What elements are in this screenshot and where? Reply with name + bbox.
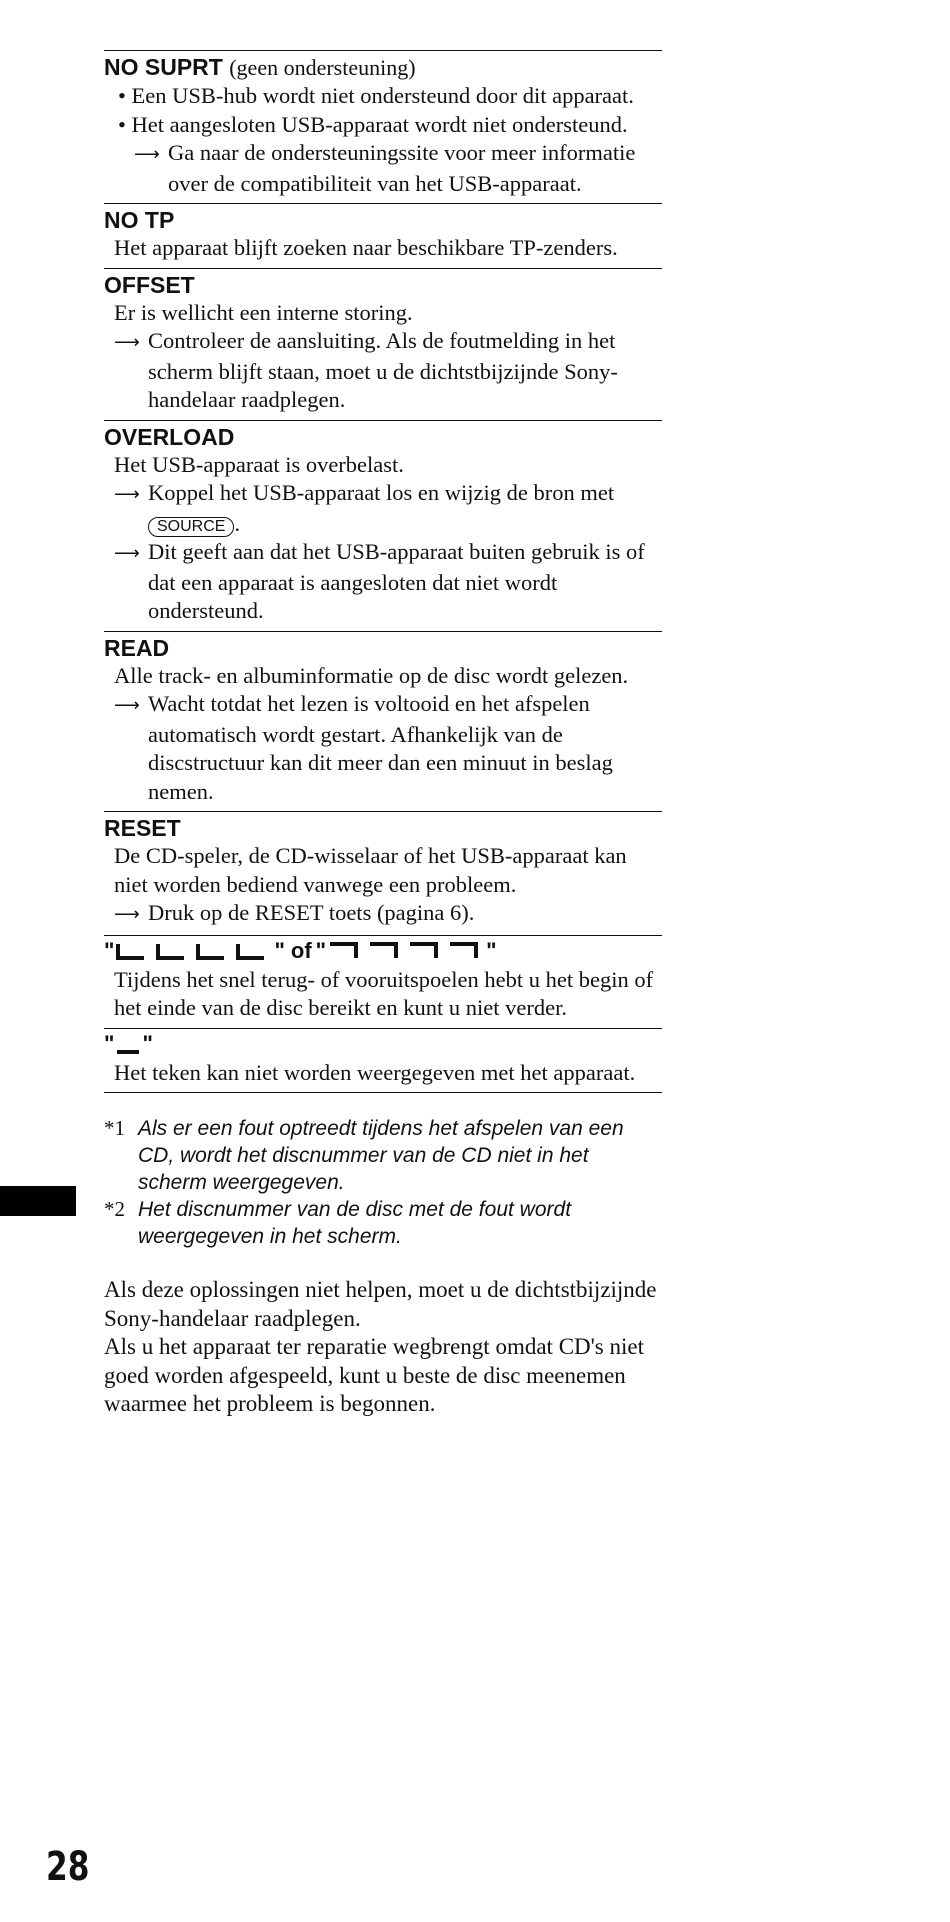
entry-description: De CD-speler, de CD-wisselaar of het USB-apparaat kan niet worden bediend vanwege een probleem. (114, 843, 627, 897)
bullet-item: • Een USB-hub wordt niet ondersteund door dit apparaat. (118, 83, 634, 108)
entry-description: Tijdens het snel terug- of vooruitspoelen hebt u het begin of het einde van de disc bereikt en kunt u niet verder. (114, 966, 654, 1020)
bullet-text: Het aangesloten USB-apparaat wordt niet ondersteund. (131, 111, 628, 137)
entry-no-tp (104, 203, 662, 268)
remedy-item (106, 327, 662, 415)
entry-code: READ (104, 634, 170, 661)
code-label: NO SUPRT (104, 54, 223, 80)
entry-code: NO TP (104, 207, 175, 233)
entry-description: Het teken kan niet worden weergegeven met het apparaat. (114, 1059, 636, 1085)
troubleshooting-content (104, 50, 662, 1419)
entry-segment-limits (104, 935, 662, 1028)
entry-code (104, 936, 662, 966)
source-button-label: SOURCE (148, 517, 234, 537)
closing-paragraph: Als u het apparaat ter reparatie wegbrengt omdat CD's niet goed worden afgespeeld, kunt u beste de disc meenemen waarmee het probleem is begonnen. (104, 1334, 644, 1416)
code-subtitle: (geen ondersteuning) (229, 55, 416, 80)
footnote-text: Het discnummer van de disc met de fout wordt weergegeven in het scherm. (138, 1198, 572, 1248)
entry-code: OVERLOAD (104, 423, 235, 450)
quote-mark: " (104, 937, 115, 963)
entry-description: Het USB-apparaat is overbelast. (114, 451, 404, 477)
remedy-text: Wacht totdat het lezen is voltooid en het afspelen automatisch wordt gestart. Afhankelijk van de discstructuur kan dit meer dan een minuut in beslag nemen. (148, 691, 613, 804)
remedy-text-end: . (234, 510, 241, 536)
footnote-mark: *2 (104, 1197, 125, 1221)
entry-code (104, 53, 662, 82)
closing-text (104, 1276, 662, 1419)
remedy-text: Controleer de aansluiting. Als de foutmelding in het scherm blijft staan, moet u de dichtstbijzijnde Sony-handelaar raadplegen. (148, 328, 618, 412)
entry-reset (104, 811, 662, 935)
entry-code (104, 1029, 662, 1059)
quote-mark: " (274, 937, 285, 963)
page-number: 28 (46, 1844, 90, 1890)
remedy-text: Ga naar de ondersteuningssite voor meer informatie over de compatibiliteit van het USB-apparaat. (168, 140, 636, 196)
section-tab-marker (0, 1186, 76, 1216)
footnote-text: Als er een fout optreedt tijdens het afspelen van een CD, wordt het discnummer van de CD niet in het scherm weergegeven. (138, 1117, 624, 1194)
arrow-right-icon: ⟶ (114, 543, 140, 564)
footnote-mark: *1 (104, 1116, 125, 1140)
arrow-right-icon: ⟶ (134, 144, 160, 165)
entry-read (104, 631, 662, 812)
remedy-text: Dit geeft aan dat het USB-apparaat buiten gebruik is of dat een apparaat is aangesloten dat niet wordt ondersteund. (148, 539, 645, 623)
footnote-item (104, 1115, 662, 1196)
footnotes (104, 1115, 662, 1250)
remedy-item (106, 538, 662, 626)
remedy-item (106, 139, 662, 198)
entry-description: Er is wellicht een interne storing. (114, 299, 413, 325)
quote-mark: " (142, 1030, 153, 1056)
arrow-right-icon: ⟶ (114, 332, 140, 353)
quote-mark: " (486, 937, 497, 963)
remedy-item (106, 690, 662, 806)
quote-mark: " (315, 937, 327, 963)
segment-bottom-left-icon (114, 938, 274, 964)
entry-code: RESET (104, 815, 181, 841)
underscore-segment-icon (114, 1031, 142, 1057)
entry-placeholder-char (104, 1028, 662, 1094)
quote-mark: " (104, 1030, 115, 1056)
entry-description: Het apparaat blijft zoeken naar beschikbare TP-zenders. (114, 235, 618, 260)
bullet-text: Een USB-hub wordt niet ondersteund door dit apparaat. (131, 83, 634, 108)
connector-word: of (290, 937, 312, 963)
entry-offset (104, 268, 662, 420)
entry-description: Alle track- en albuminformatie op de disc wordt gelezen. (114, 662, 629, 688)
remedy-text: Druk op de RESET toets (pagina 6). (148, 900, 475, 925)
arrow-right-icon: ⟶ (114, 904, 140, 925)
arrow-right-icon: ⟶ (114, 484, 140, 505)
footnote-item (104, 1196, 662, 1250)
entry-no-suprt (104, 50, 662, 203)
remedy-text: Koppel het USB-apparaat los en wijzig de bron met (148, 480, 615, 505)
entry-overload (104, 420, 662, 631)
segment-top-right-icon (326, 938, 486, 964)
closing-paragraph: Als deze oplossingen niet helpen, moet u de dichtstbijzijnde Sony-handelaar raadplegen. (104, 1277, 657, 1331)
bullet-item: • Het aangesloten USB-apparaat wordt niet ondersteund. (118, 111, 628, 137)
remedy-item (106, 479, 662, 538)
entry-code: OFFSET (104, 271, 195, 298)
remedy-item (106, 899, 662, 930)
arrow-right-icon: ⟶ (114, 695, 140, 716)
